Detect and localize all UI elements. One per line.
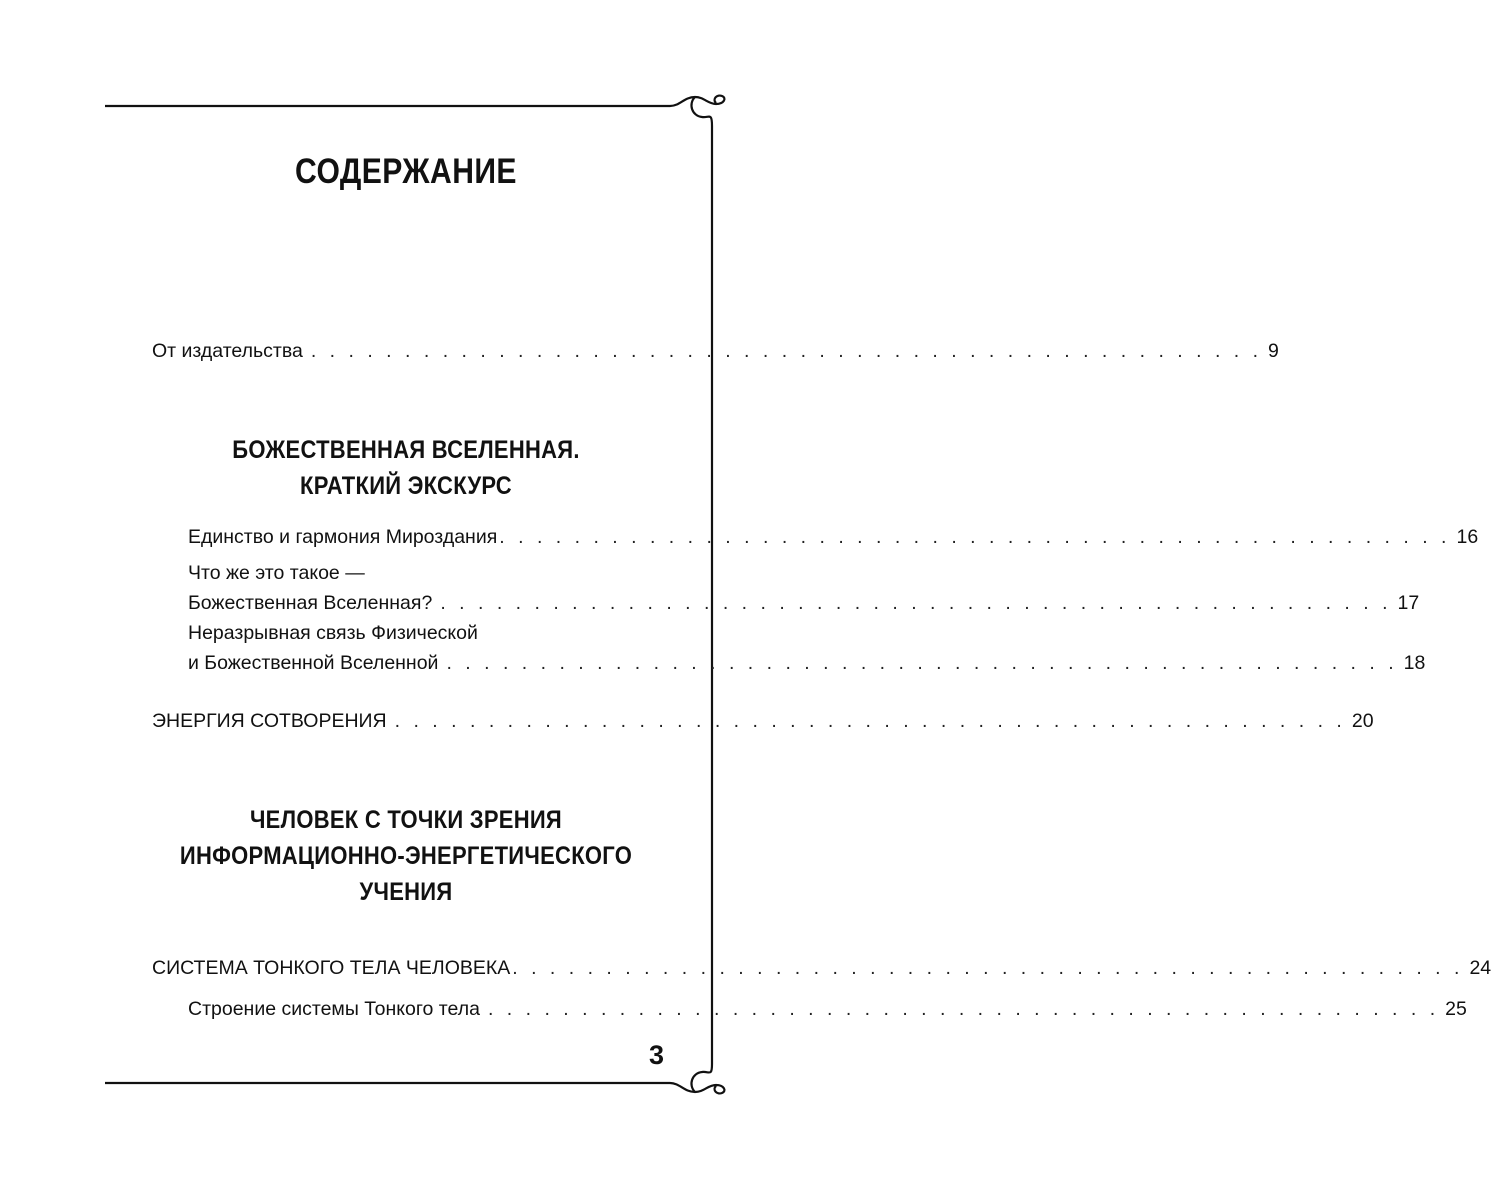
section-heading-line: БОЖЕСТВЕННАЯ ВСЕЛЕННАЯ. xyxy=(232,436,580,464)
section-heading-line: КРАТКИЙ ЭКСКУРС xyxy=(300,472,512,500)
toc-entry-energy[interactable] xyxy=(152,706,1374,736)
dot-leader: . . . . . . . . . . . . . . . . . . . . . . . . . . . . . . . . . . . . . . . . . . . . . . . . . . . xyxy=(446,652,1398,674)
toc-page-number: 16 xyxy=(1456,526,1479,548)
toc-page-number: 25 xyxy=(1445,998,1467,1020)
toc-entry-structure[interactable] xyxy=(188,994,1467,1024)
dot-leader: . . . . . . . . . . . . . . . . . . . . . . . . . . . . . . . . . . . . . . . . . . . . . . . . . . . xyxy=(310,340,1263,362)
toc-entry-text: Божественная Вселенная? xyxy=(188,592,433,614)
section-heading-line: ИНФОРМАЦИОННО-ЭНЕРГЕТИЧЕСКОГО xyxy=(179,842,633,870)
dot-leader: . . . . . . . . . . . . . . . . . . . . . . . . . . . . . . . . . . . . . . . . . . . . . . . . . . . xyxy=(487,998,1440,1020)
section-heading-line: ЧЕЛОВЕК С ТОЧКИ ЗРЕНИЯ xyxy=(249,806,563,834)
toc-entry-text: Что же это такое — xyxy=(188,562,365,584)
toc-page-number: 24 xyxy=(1469,957,1491,979)
page-number: 3 xyxy=(648,1040,664,1070)
section-heading-line: УЧЕНИЯ xyxy=(359,878,453,906)
page-title: СОДЕРЖАНИЕ xyxy=(295,152,517,191)
section-heading-divine-universe xyxy=(49,432,764,504)
toc-entry-connection[interactable] xyxy=(188,618,1426,678)
toc-entry-text: От издательства xyxy=(152,340,303,362)
toc-entry-text: СИСТЕМА ТОНКОГО ТЕЛА ЧЕЛОВЕКА xyxy=(152,957,511,979)
dot-leader: . . . . . . . . . . . . . . . . . . . . . . . . . . . . . . . . . . . . . . . . . . . . . . . . . . . xyxy=(512,957,1464,979)
bottom-flourish xyxy=(670,1064,724,1093)
toc-entry-text: Неразрывная связь Физической xyxy=(188,622,478,644)
toc-page-number: 9 xyxy=(1268,340,1279,362)
section-heading-human xyxy=(49,802,764,910)
dot-leader: . . . . . . . . . . . . . . . . . . . . . . . . . . . . . . . . . . . . . . . . . . . . . . . . . . . xyxy=(440,592,1392,614)
toc-entry-unity[interactable] xyxy=(188,522,1479,552)
dot-leader: . . . . . . . . . . . . . . . . . . . . . . . . . . . . . . . . . . . . . . . . . . . . . . . . . . . xyxy=(499,526,1451,548)
toc-entry-subtle-body-system[interactable] xyxy=(152,953,1491,983)
toc-page-number: 18 xyxy=(1403,652,1426,674)
toc-entry-text: Единство и гармония Мироздания xyxy=(188,526,498,548)
toc-page-number: 20 xyxy=(1351,710,1374,732)
toc-entry-text: и Божественной Вселенной xyxy=(188,652,439,674)
dot-leader: . . . . . . . . . . . . . . . . . . . . . . . . . . . . . . . . . . . . . . . . . . . . . . . . . . . xyxy=(394,710,1346,732)
toc-entry-what-is[interactable] xyxy=(188,558,1420,618)
top-flourish xyxy=(670,96,724,126)
toc-page-number: 17 xyxy=(1397,592,1420,614)
toc-entry-text: Строение системы Тонкого тела xyxy=(188,998,480,1020)
toc-entry-publisher[interactable] xyxy=(152,336,1279,366)
toc-entry-text: ЭНЕРГИЯ СОТВОРЕНИЯ xyxy=(152,710,387,732)
